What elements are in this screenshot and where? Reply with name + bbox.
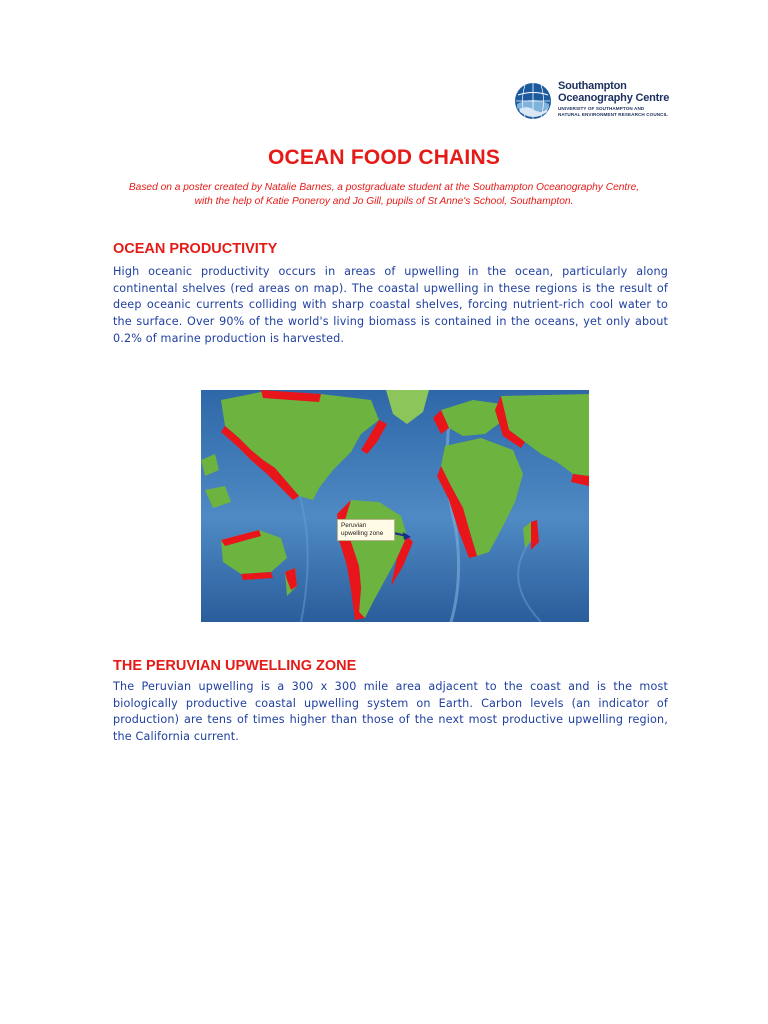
map-label-peruvian-upwelling <box>337 519 395 541</box>
map-graphic <box>201 390 589 622</box>
logo-subtitle <box>558 106 698 117</box>
section-heading-peruvian-upwelling: THE PERUVIAN UPWELLING ZONE <box>113 658 357 674</box>
logo-line-1: Southampton <box>558 80 627 92</box>
page-title: OCEAN FOOD CHAINS <box>267 146 501 169</box>
logo-sub-line-1: UNIVERSITY OF SOUTHAMPTON AND <box>558 106 645 111</box>
credit-line-2: with the help of Katie Poneroy and Jo Gill, pupils of St Anne's School, Southampton. <box>194 196 574 207</box>
logo-line-2: Oceanography Centre <box>558 92 670 104</box>
credit-note <box>0 181 768 209</box>
section-body-ocean-productivity: High oceanic productivity occurs in areas of upwelling in the ocean, particularly along continental shelves (red areas on map). The coastal upwelling in these regions is the result of deep oceanic currents colliding with sharp coastal shelves, forcing nutrient-rich cool water to the surface. Over 90% of the world's living biomass is contained in the oceans, yet only about 0.2% of marine production is harvested. <box>113 265 668 345</box>
credit-line-1: Based on a poster created by Natalie Barnes, a postgraduate student at the Southampton Oceanography Centre, <box>128 182 640 193</box>
world-upwelling-map <box>201 390 589 622</box>
map-label-line-1: Peruvian <box>341 522 367 529</box>
section-body-peruvian-upwelling: The Peruvian upwelling is a 300 x 300 mile area adjacent to the coast and is the most biologically productive coastal upwelling system on Earth. Carbon levels (an indicator of production) are tens of times higher than those of the next most productive upwelling region, the California current. <box>113 680 668 744</box>
logo-sub-line-2: NATURAL ENVIRONMENT RESEARCH COUNCIL <box>558 111 668 117</box>
globe-icon <box>514 82 552 120</box>
section-heading-ocean-productivity: OCEAN PRODUCTIVITY <box>113 241 278 257</box>
southampton-oceanography-logo <box>514 80 704 124</box>
map-label-line-2: upwelling zone <box>341 530 384 537</box>
